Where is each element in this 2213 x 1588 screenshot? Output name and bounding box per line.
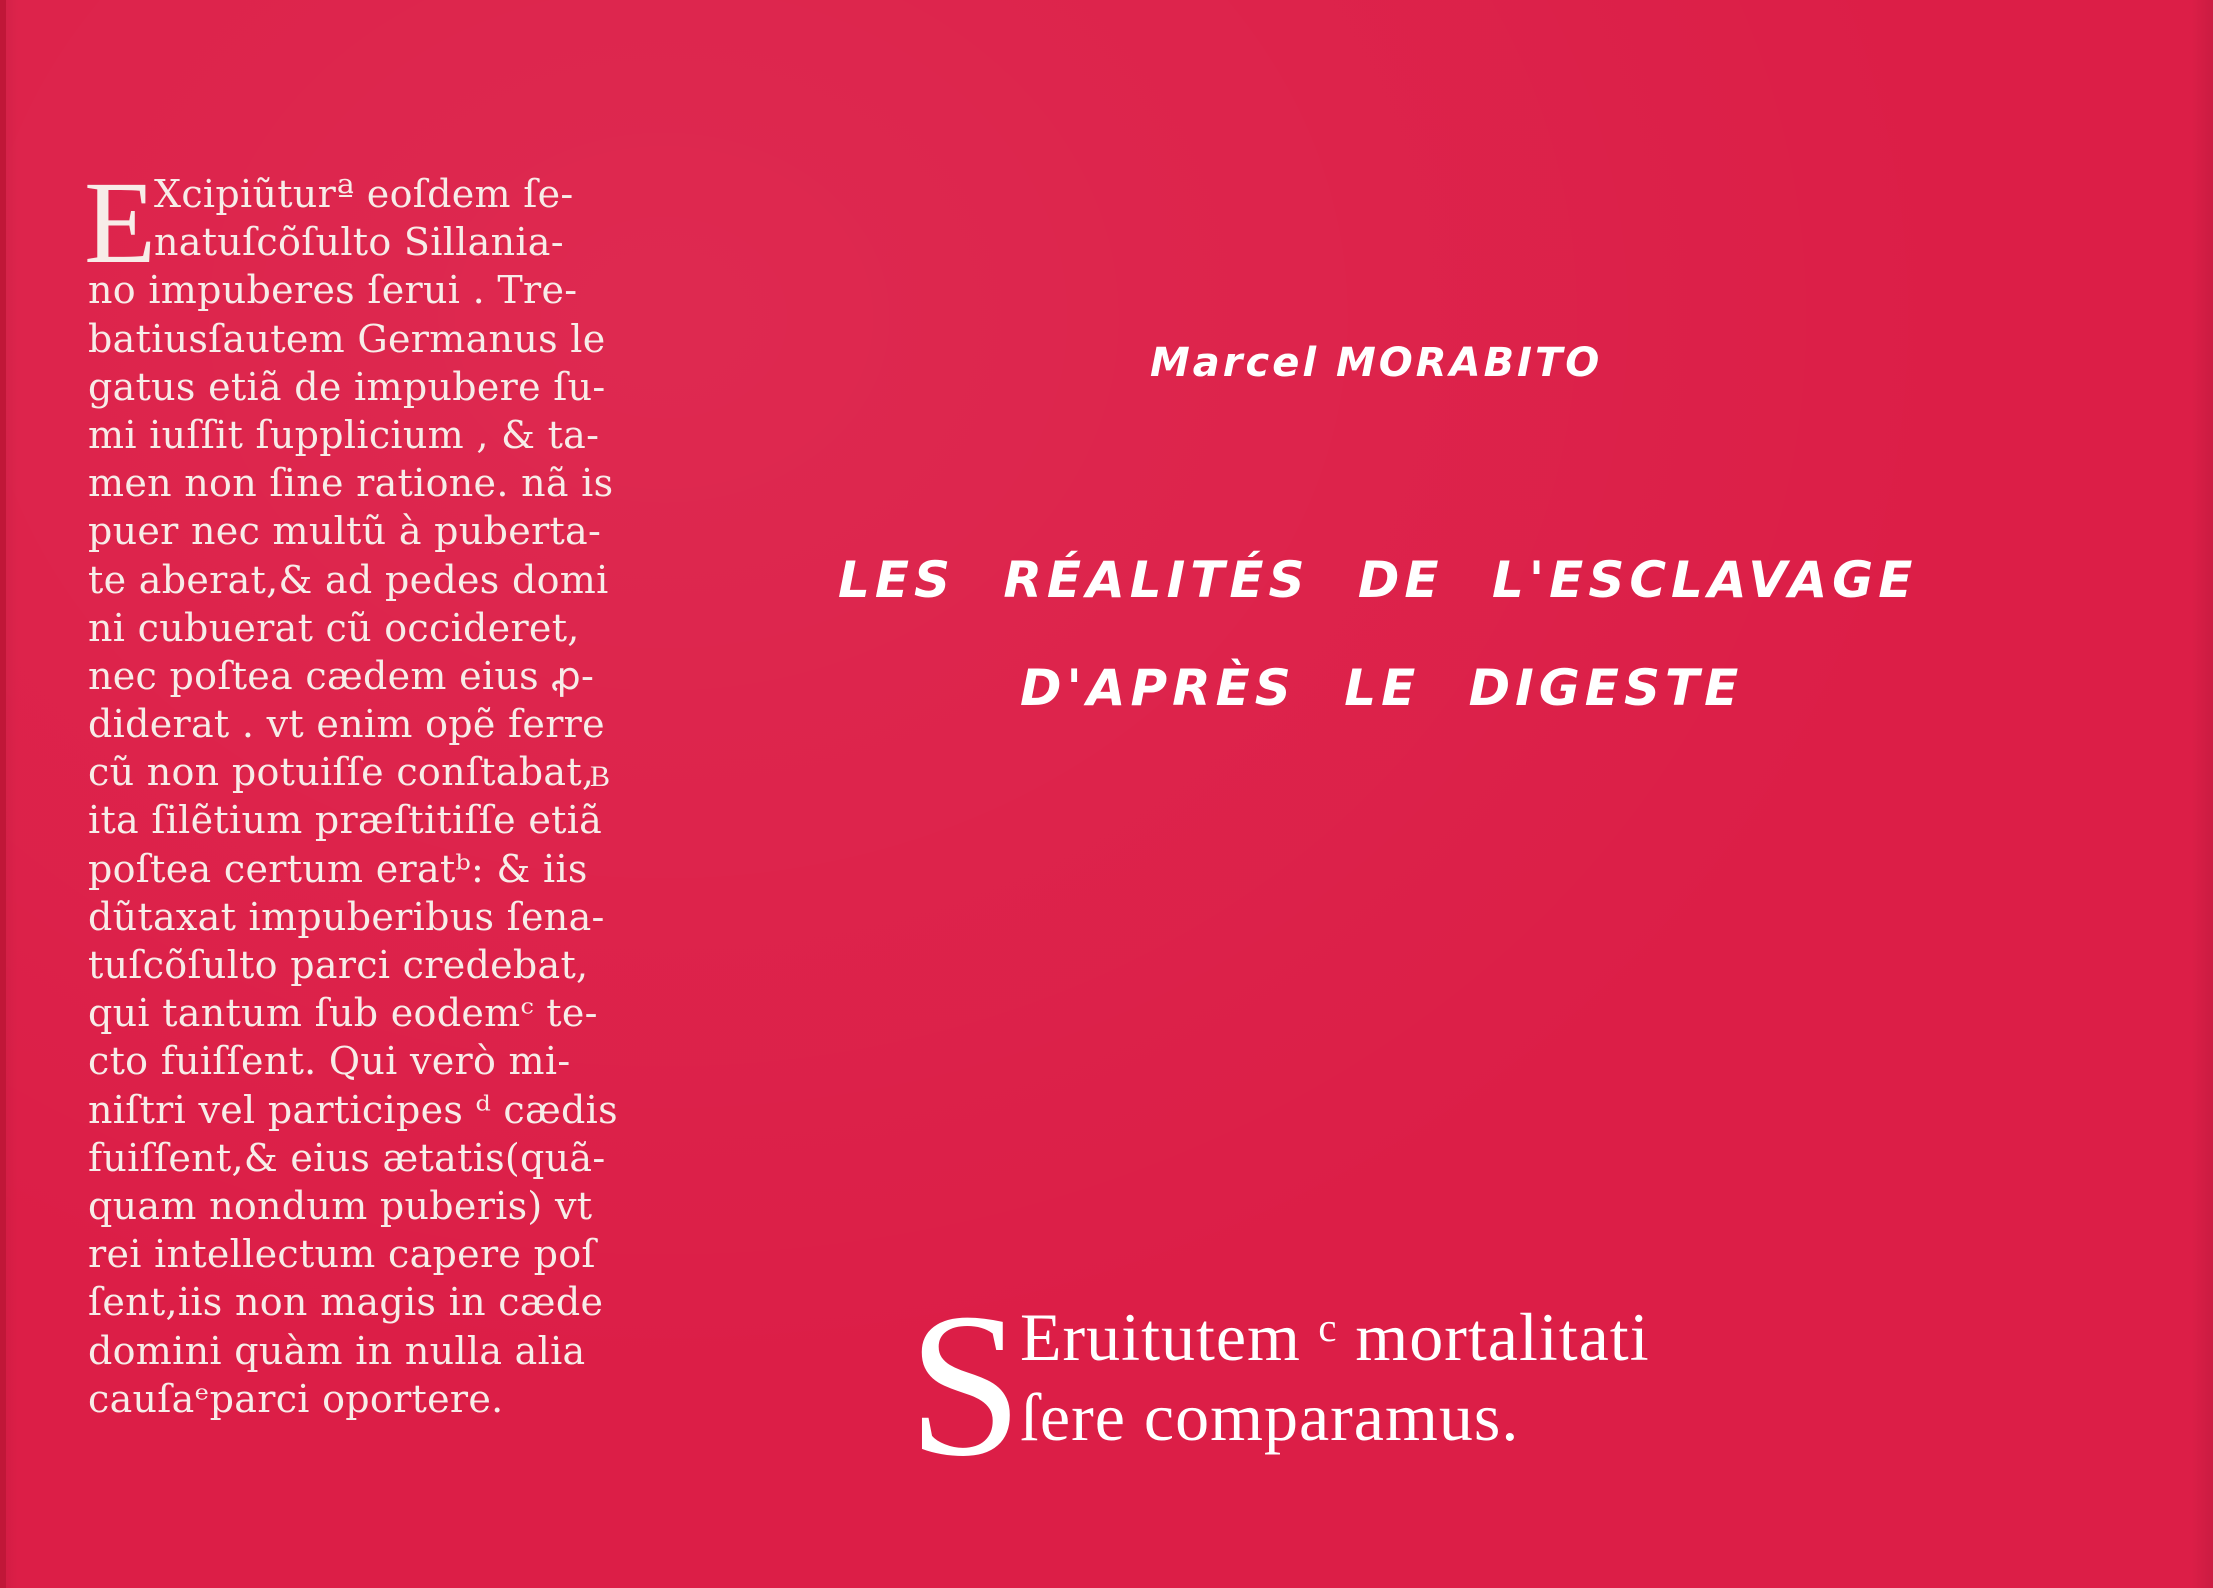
latin-line: tuſcõſulto parci credebat, (88, 943, 589, 987)
latin-drop-cap: E (84, 157, 157, 288)
latin-line: poſtea certum eratᵇ: & iis (88, 846, 588, 891)
latin-line: nec poſtea cædem eius ꝓ- (88, 653, 595, 698)
latin-line: cũ non potuiſſe conſtabat, (88, 750, 595, 795)
author-name: Marcel MORABITO (1150, 340, 1603, 386)
latin-line: diderat . vt enim opẽ ferre (88, 702, 605, 747)
title-line-1: LES RÉALITÉS DE L'ESCLAVAGE (838, 551, 1918, 609)
latin-line: gatus etiã de impubere ſu- (88, 364, 606, 409)
latin-line: no impuberes ſerui . Tre- (88, 268, 578, 313)
quote-line-1: Eruitutem ᶜ mortalitati (1020, 1299, 1650, 1375)
latin-line: fuiſſent,& eius ætatis(quã- (88, 1135, 606, 1180)
latin-line: mi iuſſit ſupplicium , & ta- (88, 412, 600, 457)
margin-mark: B (590, 760, 611, 793)
latin-line: cauſaᵉparci oportere. (88, 1376, 504, 1421)
latin-line: Xcipiũturª eoſdem ſe- (154, 172, 574, 216)
latin-line: qui tantum ſub eodemᶜ te- (88, 991, 598, 1036)
quote-line-2: ſere comparamus. (1020, 1379, 1520, 1455)
latin-line: niſtri vel participes ᵈ cædis (88, 1087, 618, 1132)
latin-line: ni cubuerat cũ occideret, (88, 605, 580, 650)
latin-line: te aberat,& ad pedes domi (88, 557, 609, 602)
latin-quote (908, 1270, 1908, 1499)
book-title (838, 526, 1958, 742)
latin-line: cto fuiſſent. Qui verò mi- (88, 1039, 571, 1084)
latin-line: quam nondum puberis) vt (88, 1183, 593, 1228)
latin-line: men non ſine ratione. nã is (88, 461, 614, 506)
latin-line: puer nec multũ à puberta- (88, 509, 602, 554)
title-line-2: D'APRÈS LE DIGESTE (1020, 659, 1744, 717)
latin-line: batiusſautem Germanus le (88, 316, 606, 361)
latin-line: ita ſilẽtium præſtitiſſe etiã (88, 798, 603, 843)
cover-left-edge (0, 0, 6, 1588)
latin-line: ſent,iis non magis in cæde (88, 1280, 604, 1325)
latin-line: domini quàm in nulla alia (88, 1328, 586, 1373)
latin-line: rei intellectum capere poſ (88, 1232, 596, 1277)
latin-line: dũtaxat impuberibus ſena- (88, 894, 605, 939)
latin-line: natuſcõſulto Sillania- (154, 220, 564, 265)
cover-right-edge (2191, 0, 2213, 1588)
quote-drop-cap: S (908, 1270, 1023, 1499)
latin-text-block (84, 157, 618, 1423)
